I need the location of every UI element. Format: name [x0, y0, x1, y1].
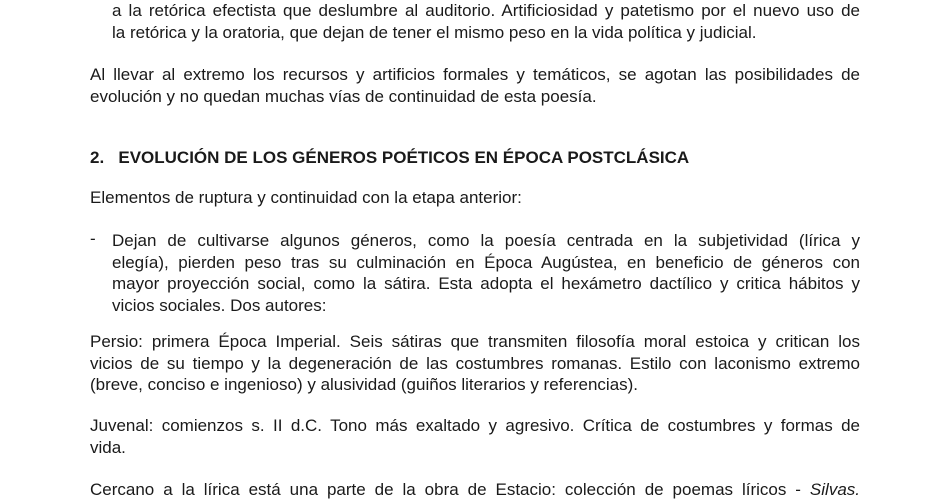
- intro-paragraph: [90, 187, 860, 209]
- text-line: vida.: [90, 437, 126, 457]
- text-line: Elementos de ruptura y continuidad con la etapa anterior:: [90, 188, 522, 207]
- section-heading: [90, 147, 860, 169]
- bullet-marker: -: [90, 229, 96, 248]
- text-line: vicios sociales. Dos autores:: [112, 295, 327, 315]
- text-line: evolución y no quedan muchas vías de continuidad de esta poesía.: [90, 86, 597, 106]
- text-line: Persio: primera Época Imperial. Seis sátiras que transmiten filosofía moral estoica y critican los: [90, 332, 860, 351]
- paragraph-extremo: [90, 64, 860, 107]
- estacio-italic-title: Silvas.: [809, 480, 860, 499]
- text-line: la retórica y la oratoria, que dejan de tener el mismo peso en la vida política y judicial.: [112, 22, 757, 42]
- paragraph-estacio: [90, 479, 860, 501]
- text-line: a la retórica efectista que deslumbre al auditorio. Artificiosidad y patetismo por el nuevo uso de: [112, 1, 860, 20]
- text-line: elegía), pierden peso tras su culminación en Época Augústea, en beneficio de géneros con: [112, 252, 860, 272]
- section-title: EVOLUCIÓN DE LOS GÉNEROS POÉTICOS EN ÉPOCA POSTCLÁSICA: [118, 148, 690, 167]
- bullet-item: [112, 230, 860, 316]
- paragraph-juvenal: [90, 415, 860, 458]
- text-line: Al llevar al extremo los recursos y artificios formales y temáticos, se agotan las posibilidades de: [90, 65, 860, 84]
- text-line: Dejan de cultivarse algunos géneros, como la poesía centrada en la subjetividad (lírica y: [112, 231, 860, 250]
- paragraph-persio: [90, 331, 860, 396]
- text-line: mayor proyección social, como la sátira. Esta adopta el hexámetro dactílico y critica hábitos y: [112, 274, 860, 293]
- top-list-item-continuation: [112, 0, 860, 43]
- text-line: (breve, conciso e ingenioso) y alusividad (guiños literarios y referencias).: [90, 375, 639, 394]
- text-line: [90, 479, 860, 501]
- section-number: 2.: [90, 148, 105, 167]
- text-line: Juvenal: comienzos s. II d.C. Tono más exaltado y agresivo. Crítica de costumbres y formas de: [90, 416, 860, 435]
- text-line: vicios de su tiempo y la degeneración de las costumbres romanas. Estilo con laconismo extremo: [90, 353, 860, 373]
- estacio-text: Cercano a la lírica está una parte de la obra de Estacio: colección de poemas líricos -: [90, 480, 801, 499]
